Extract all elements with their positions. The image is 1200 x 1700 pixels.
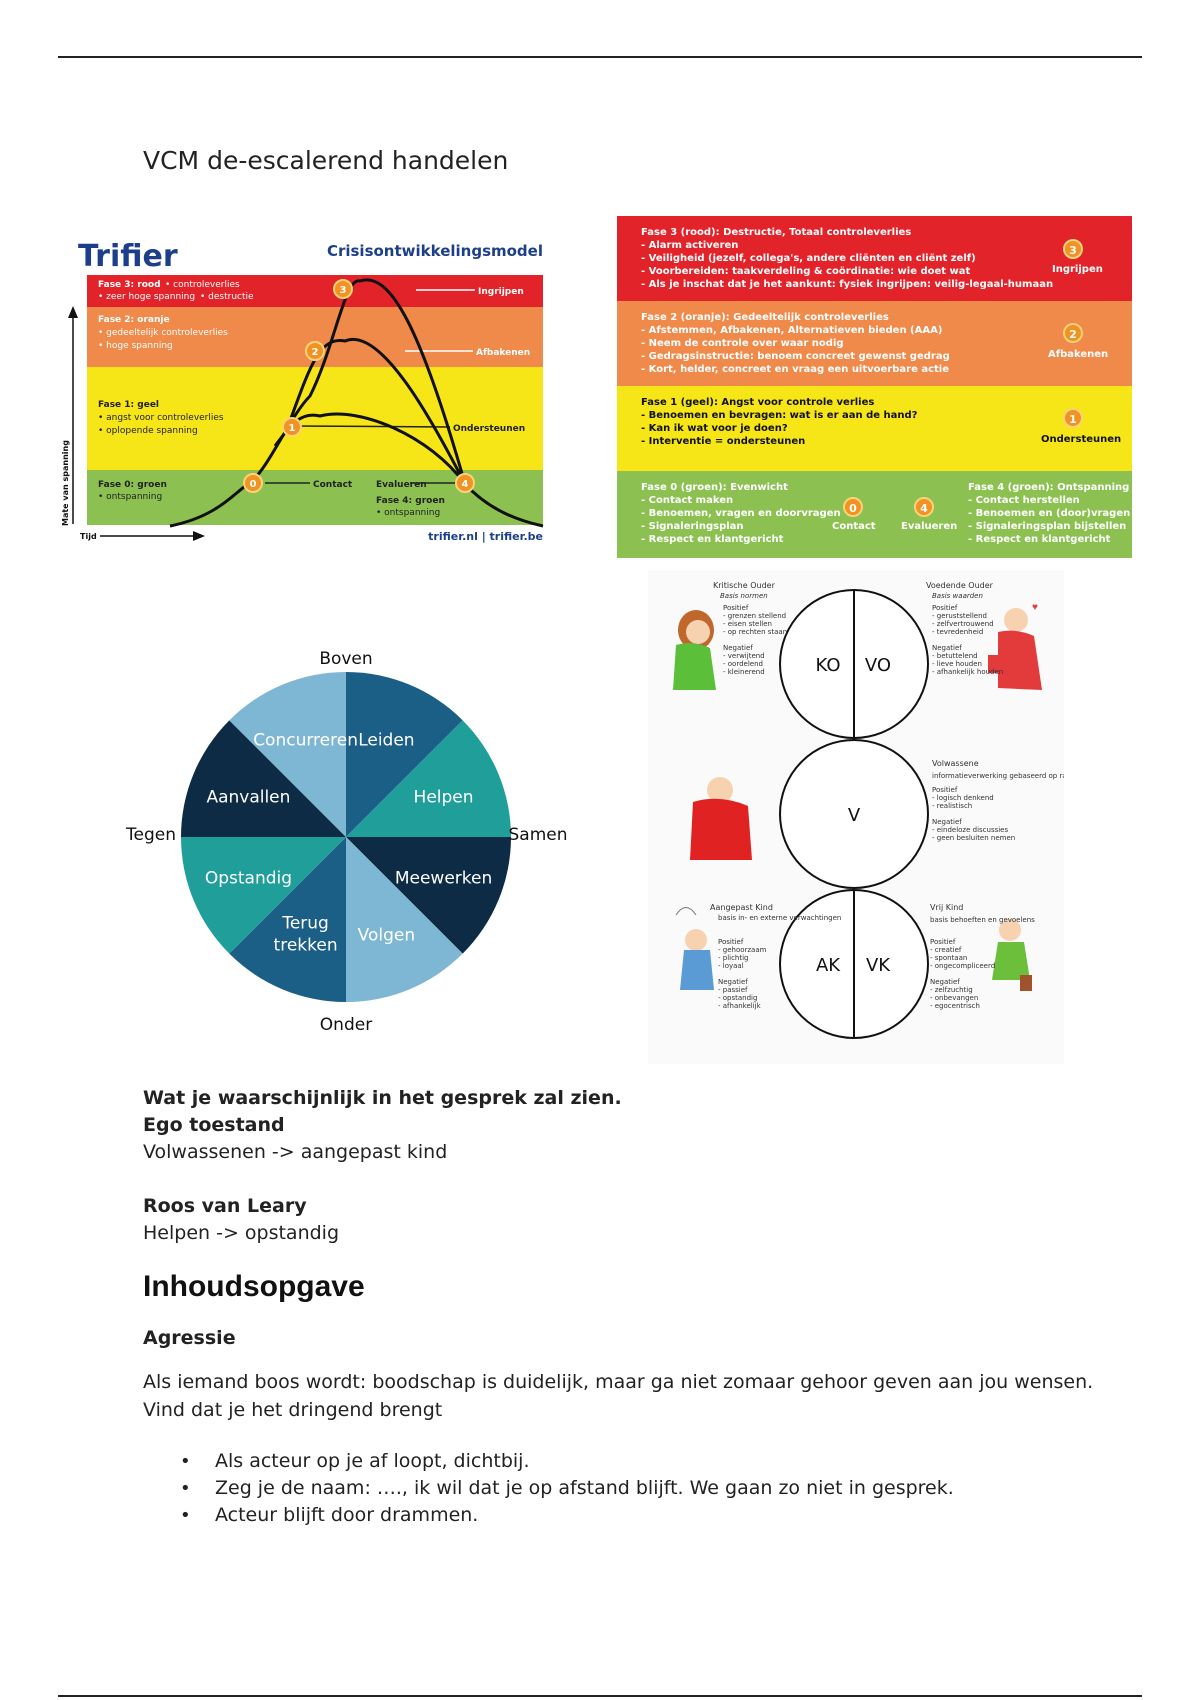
v-pos: Positief (932, 786, 958, 794)
v-pos-2: - realistisch (932, 802, 973, 810)
leary-axis-top: Boven (319, 649, 373, 669)
panel-fase4-line: - Signaleringsplan bijstellen (968, 521, 1127, 532)
vo-pos-2: - zelfvertrouwend (932, 620, 994, 628)
ak-pos-1: - gehoorzaam (718, 946, 767, 954)
toc-heading: Inhoudsopgave (143, 1270, 365, 1303)
leary-slice-label: Concurreren (253, 730, 358, 751)
leary-text: Helpen -> opstandig (143, 1222, 340, 1244)
panel-fase4-title: Fase 4 (groen): Ontspanning (968, 482, 1130, 493)
paragraph-line-1: Als iemand boos wordt: boodschap is duidelijk, maar ga niet zomaar gehoor geven aan jou wensen. (143, 1371, 1094, 1393)
label-afbakenen: Afbakenen (476, 348, 531, 358)
cartoon-volwassene (690, 777, 752, 860)
ak-neg-1: - passief (718, 986, 748, 994)
vo-neg-2: - lieve houden (932, 660, 982, 668)
ak-pos-3: - loyaal (718, 962, 744, 970)
ko-pos-1: - grenzen stellend (723, 612, 787, 620)
arrow-ondersteunen (295, 426, 450, 427)
vo-pos: Positief (932, 604, 958, 612)
panel-label-evalueren: Evalueren (901, 521, 958, 532)
v-neg-2: - geen besluiten nemen (932, 834, 1016, 842)
fase3-title: Fase 3: rood (98, 280, 161, 290)
ko-pos: Positief (723, 604, 749, 612)
marker-3-label: 3 (339, 285, 347, 296)
panel-fase3-title: Fase 3 (rood): Destructie, Totaal controleverlies (641, 227, 912, 238)
panel-fase2-line: - Afstemmen, Afbakenen, Alternatieven bieden (AAA) (641, 325, 943, 336)
label-ondersteunen: Ondersteunen (453, 424, 526, 434)
panel-badge-0: 0 (843, 497, 863, 517)
v-neg: Negatief (932, 818, 962, 826)
ko-neg-3: - kleinerend (723, 668, 765, 676)
vo-sub: Basis waarden (932, 592, 983, 600)
ego-label-v: V (847, 805, 861, 826)
marker-0-label: 0 (249, 479, 257, 490)
panel-fase1-line: - Kan ik wat voor je doen? (641, 423, 788, 434)
fase1-line2: • oplopende spanning (98, 426, 198, 436)
fase0-line1: • ontspanning (98, 492, 163, 502)
panel-badge-2: 2 (1063, 323, 1083, 343)
crisis-title: Crisisontwikkelingsmodel (326, 242, 543, 260)
panel-fase2-line: - Kort, helder, concreet en vraag een uitvoerbare actie (641, 364, 950, 375)
ego-label-vk: VK (865, 955, 891, 976)
leary-slice-label: Meewerken (394, 868, 493, 889)
vo-pos-1: - geruststellend (932, 612, 987, 620)
fase2-line2: • hoge spanning (98, 341, 173, 351)
leary-slice-label: Opstandig (204, 868, 293, 889)
vo-pos-3: - tevredenheid (932, 628, 984, 636)
panel-label-afbakenen: Afbakenen (1048, 349, 1109, 360)
ego-states-svg (648, 570, 1064, 1064)
panel-fase-1 (617, 386, 1132, 471)
marker-1-label: 1 (288, 423, 296, 434)
vo-neg-1: - betuttelend (932, 652, 978, 660)
panel-fase-0 (617, 471, 1132, 558)
vk-pos: Positief (930, 938, 956, 946)
panel-badge-1: 1 (1063, 408, 1083, 428)
panel-label-ingrijpen: Ingrijpen (1052, 264, 1103, 275)
panel-fase0-line: - Benoemen, vragen en doorvragen (641, 508, 841, 519)
ak-title: Aangepast Kind (710, 903, 773, 912)
ko-pos-3: - op rechten staan (723, 628, 788, 636)
vk-pos-1: - creatief (930, 946, 962, 954)
y-axis-label: Mate van spanning (61, 440, 70, 526)
ko-pos-2: - eisen stellen (723, 620, 772, 628)
panel-badge-3: 3 (1063, 239, 1083, 259)
crisis-model-svg (60, 226, 550, 556)
fase3-line2: • zeer hoge spanning (98, 292, 196, 302)
list-item: • Acteur blijft door drammen. (170, 1502, 954, 1529)
label-ingrijpen: Ingrijpen (478, 287, 524, 297)
crisis-model-figure (60, 226, 550, 556)
ak-neg-2: - opstandig (718, 994, 758, 1002)
x-axis-arrow (193, 531, 205, 541)
vo-title: Voedende Ouder (926, 581, 993, 590)
panel-fase1-line: - Interventie = ondersteunen (641, 436, 806, 447)
leary-axis-left: Tegen (126, 825, 176, 845)
footer-rule (58, 1695, 1142, 1697)
fase1-line1: • angst voor controleverlies (98, 413, 224, 423)
panel-fase3-line: - Voorbereiden: taakverdeling & coördinatie: wie doet wat (641, 266, 971, 277)
cartoon-aangepast-kind (676, 908, 714, 991)
ko-sub: Basis normen (720, 592, 768, 600)
vk-title: Vrij Kind (930, 903, 964, 912)
fase1-title: Fase 1: geel (98, 400, 160, 410)
fase4-line1: • ontspanning (376, 508, 441, 518)
bullet-list (170, 1448, 954, 1529)
ko-neg-1: - verwijtend (723, 652, 765, 660)
panel-fase4-line: - Respect en klantgericht (968, 534, 1111, 545)
cartoon-kritische-ouder (673, 610, 716, 690)
leary-axis-right: Samen (508, 825, 568, 845)
leary-rose-svg (118, 640, 578, 1040)
label-evalueren: Evalueren (376, 480, 427, 490)
vk-neg-2: - onbevangen (930, 994, 979, 1002)
panel-fase-3 (617, 216, 1132, 301)
fase3-line3: • destructie (200, 292, 254, 302)
crisis-brand: Trifier (78, 239, 178, 274)
ko-neg-2: - oordelend (723, 660, 763, 668)
panel-fase0-line: - Contact maken (641, 495, 734, 506)
vk-neg: Negatief (930, 978, 960, 986)
ko-title: Kritische Ouder (713, 581, 775, 590)
phase-panel-figure (617, 216, 1132, 558)
v-neg-1: - eindeloze discussies (932, 826, 1009, 834)
agressie-heading: Agressie (143, 1327, 236, 1349)
svg-text:♥: ♥ (1032, 602, 1038, 613)
panel-fase4-line: - Benoemen en (door)vragen (968, 508, 1131, 519)
fase3-line1: • controleverlies (165, 280, 240, 290)
panel-fase3-line: - Veiligheid (jezelf, collega's, andere cliënten en cliënt zelf) (641, 253, 976, 264)
ego-text: Volwassenen -> aangepast kind (143, 1141, 448, 1163)
vk-neg-1: - zelfzuchtig (930, 986, 973, 994)
panel-fase2-title: Fase 2 (oranje): Gedeeltelijk controleverlies (641, 312, 889, 323)
vo-neg-3: - afhankelijk houden (932, 668, 1004, 676)
cartoon-vrij-kind (992, 919, 1032, 991)
panel-fase0-title: Fase 0 (groen): Evenwicht (641, 482, 788, 493)
panel-label-contact: Contact (832, 521, 876, 532)
panel-fase3-line: - Alarm activeren (641, 240, 739, 251)
fase2-line1: • gedeeltelijk controleverlies (98, 328, 228, 338)
v-pos-1: - logisch denkend (932, 794, 994, 802)
ego-states-figure (648, 570, 1064, 1064)
leary-slice-label: Leiden (358, 730, 415, 751)
vk-pos-3: - ongecompliceerd (930, 962, 996, 970)
ak-pos: Positief (718, 938, 744, 946)
ego-label-vo: VO (864, 655, 892, 676)
ko-neg: Negatief (723, 644, 753, 652)
leary-slice-label: Helpen (413, 787, 474, 808)
panel-fase0-line: - Signaleringsplan (641, 521, 744, 532)
panel-fase4-line: - Contact herstellen (968, 495, 1080, 506)
vk-sub: basis behoeften en gevoelens (930, 916, 1035, 924)
paragraph-line-2: Vind dat je het dringend brengt (143, 1399, 443, 1421)
fase2-title: Fase 2: oranje (98, 315, 170, 325)
x-axis-label: Tijd (80, 532, 97, 541)
marker-2-label: 2 (311, 347, 319, 358)
panel-fase3-line: - Als je inschat dat je het aankunt: fysiek ingrijpen: veilig-legaal-humaan (641, 279, 1054, 290)
v-sub: informatieverwerking gebaseerd op ratio (932, 772, 1064, 780)
leary-axis-bottom: Onder (319, 1015, 373, 1035)
panel-badge-4: 4 (914, 497, 934, 517)
panel-fase0-line: - Respect en klantgericht (641, 534, 784, 545)
vk-pos-2: - spontaan (930, 954, 968, 962)
panel-fase1-line: - Benoemen en bevragen: wat is er aan de hand? (641, 410, 918, 421)
ego-label-ak: AK (815, 955, 841, 976)
leary-rose-figure (118, 640, 578, 1040)
panel-fase2-line: - Gedragsinstructie: benoem concreet gewenst gedrag (641, 351, 950, 362)
leary-slice-label: Volgen (357, 925, 416, 946)
label-contact: Contact (313, 480, 353, 490)
fase4-title: Fase 4: groen (376, 496, 445, 506)
seen-heading: Wat je waarschijnlijk in het gesprek zal zien. (143, 1087, 622, 1109)
list-item: • Zeg je de naam: …., ik wil dat je op afstand blijft. We gaan zo niet in gesprek. (170, 1475, 954, 1502)
ak-neg-3: - afhankelijk (718, 1002, 761, 1010)
crisis-footer: trifier.nl | trifier.be (428, 530, 543, 543)
fase0-title: Fase 0: groen (98, 480, 167, 490)
panel-fase-2 (617, 301, 1132, 386)
ak-neg: Negatief (718, 978, 748, 986)
header-rule (58, 56, 1142, 58)
cartoon-voedende-ouder (988, 602, 1042, 690)
panel-label-ondersteunen: Ondersteunen (1041, 434, 1122, 445)
list-item: • Als acteur op je af loopt, dichtbij. (170, 1448, 954, 1475)
ak-sub: basis in- en externe verwachtingen (718, 914, 842, 922)
vo-neg: Negatief (932, 644, 962, 652)
ak-pos-2: - plichtig (718, 954, 749, 962)
panel-fase2-line: - Neem de controle over waar nodig (641, 338, 844, 349)
ego-heading: Ego toestand (143, 1114, 285, 1136)
v-title: Volwassene (932, 759, 979, 768)
ego-label-ko: KO (815, 655, 841, 676)
leary-heading: Roos van Leary (143, 1195, 307, 1217)
vk-neg-3: - egocentrisch (930, 1002, 980, 1010)
y-axis-arrow (68, 306, 78, 318)
panel-fase1-title: Fase 1 (geel): Angst voor controle verlies (641, 397, 875, 408)
leary-slice-label: Aanvallen (206, 787, 291, 808)
marker-4-label: 4 (461, 479, 469, 490)
document-title: VCM de-escalerend handelen (143, 146, 509, 175)
leary-slice-label: Terug trekken (273, 913, 338, 956)
